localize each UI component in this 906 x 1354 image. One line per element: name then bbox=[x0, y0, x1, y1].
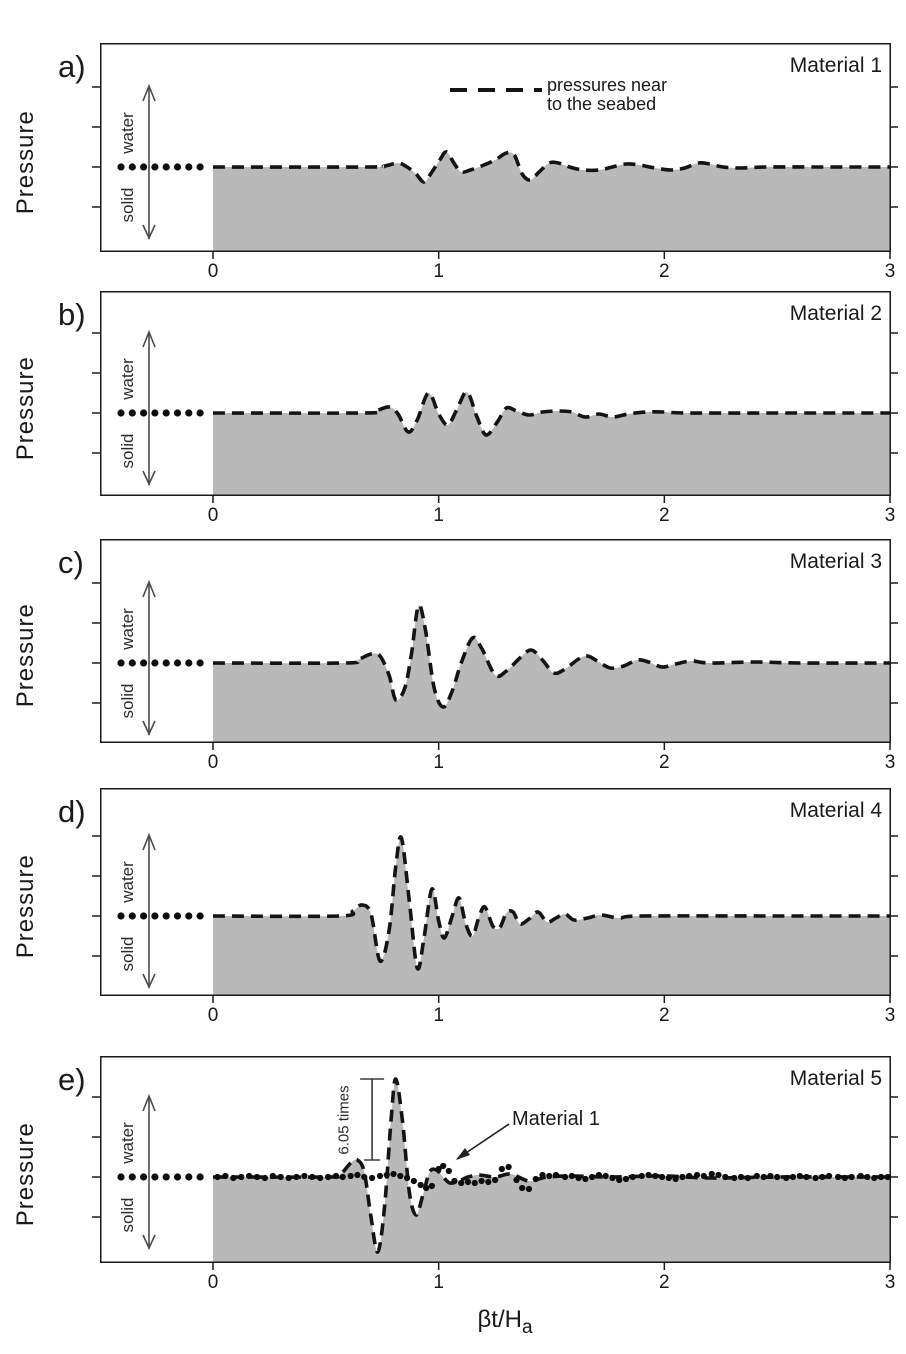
x-tick-2: 2 bbox=[659, 261, 670, 282]
panel-letter: d) bbox=[58, 794, 86, 829]
y-axis-label: Pressure bbox=[12, 1121, 39, 1226]
y-axis-label: Pressure bbox=[12, 603, 39, 708]
material-1-annotation: Material 1 bbox=[512, 1108, 600, 1130]
panel-c bbox=[0, 539, 906, 777]
x-tick-2: 2 bbox=[659, 752, 670, 773]
material-label: Material 4 bbox=[789, 799, 882, 822]
x-tick-3: 3 bbox=[884, 752, 896, 773]
x-tick-1: 1 bbox=[433, 1005, 444, 1026]
solid-label: solid bbox=[118, 936, 137, 972]
panel-letter: b) bbox=[58, 297, 86, 332]
x-tick-2: 2 bbox=[659, 1005, 670, 1026]
up-down-arrow-icon bbox=[143, 835, 155, 988]
x-axis-title-main: βt/H bbox=[477, 1306, 522, 1333]
solid-label: solid bbox=[118, 433, 137, 469]
water-label: water bbox=[118, 358, 137, 400]
panel-e bbox=[0, 1056, 906, 1297]
up-down-arrow-icon bbox=[143, 1096, 155, 1249]
solid-region bbox=[213, 1079, 890, 1263]
legend-line-2: to the seabed bbox=[547, 94, 657, 114]
y-axis-label: Pressure bbox=[12, 854, 39, 959]
x-tick-2: 2 bbox=[659, 1272, 670, 1293]
solid-region bbox=[213, 392, 890, 496]
x-tick-3: 3 bbox=[884, 505, 896, 526]
material-label: Material 1 bbox=[789, 54, 882, 77]
x-axis-title bbox=[420, 1306, 590, 1339]
x-tick-3: 3 bbox=[884, 1005, 896, 1026]
up-down-arrow-icon bbox=[143, 582, 155, 735]
up-down-arrow-icon bbox=[143, 332, 155, 485]
panel-a bbox=[0, 43, 906, 286]
legend bbox=[547, 76, 667, 114]
solid-label: solid bbox=[118, 1197, 137, 1233]
x-tick-0: 0 bbox=[207, 261, 219, 282]
solid-label: solid bbox=[118, 683, 137, 719]
x-tick-1: 1 bbox=[433, 261, 444, 282]
panel-letter: e) bbox=[58, 1062, 86, 1097]
solid-label: solid bbox=[118, 187, 137, 223]
up-down-arrow-icon bbox=[143, 86, 155, 239]
water-label: water bbox=[118, 1122, 137, 1164]
material-label: Material 3 bbox=[789, 550, 882, 573]
x-tick-0: 0 bbox=[207, 1005, 219, 1026]
water-label: water bbox=[118, 112, 137, 154]
x-tick-1: 1 bbox=[433, 752, 444, 773]
x-tick-0: 0 bbox=[207, 505, 219, 526]
plot-canvas-e bbox=[0, 1056, 906, 1275]
legend-line-1: pressures near bbox=[547, 75, 668, 95]
solid-region bbox=[213, 605, 890, 743]
x-tick-0: 0 bbox=[207, 752, 219, 773]
water-label: water bbox=[118, 861, 137, 903]
panel-d bbox=[0, 788, 906, 1030]
panel-letter: a) bbox=[58, 49, 86, 84]
x-tick-3: 3 bbox=[884, 1272, 896, 1293]
panel-b bbox=[0, 291, 906, 530]
x-tick-2: 2 bbox=[659, 505, 670, 526]
amplitude-bracket bbox=[360, 1079, 384, 1160]
y-axis-label: Pressure bbox=[12, 109, 39, 214]
x-tick-0: 0 bbox=[207, 1272, 219, 1293]
x-tick-1: 1 bbox=[433, 1272, 444, 1293]
annotation-arrow bbox=[456, 1124, 509, 1160]
ratio-annotation: 6.05 times bbox=[335, 1085, 353, 1155]
water-label: water bbox=[118, 608, 137, 650]
x-tick-1: 1 bbox=[433, 505, 444, 526]
material-label: Material 5 bbox=[789, 1067, 882, 1090]
x-tick-3: 3 bbox=[884, 261, 896, 282]
panel-letter: c) bbox=[58, 545, 84, 580]
x-axis-title-subscript: a bbox=[521, 1317, 533, 1338]
y-axis-label: Pressure bbox=[12, 355, 39, 460]
material-label: Material 2 bbox=[789, 302, 882, 325]
